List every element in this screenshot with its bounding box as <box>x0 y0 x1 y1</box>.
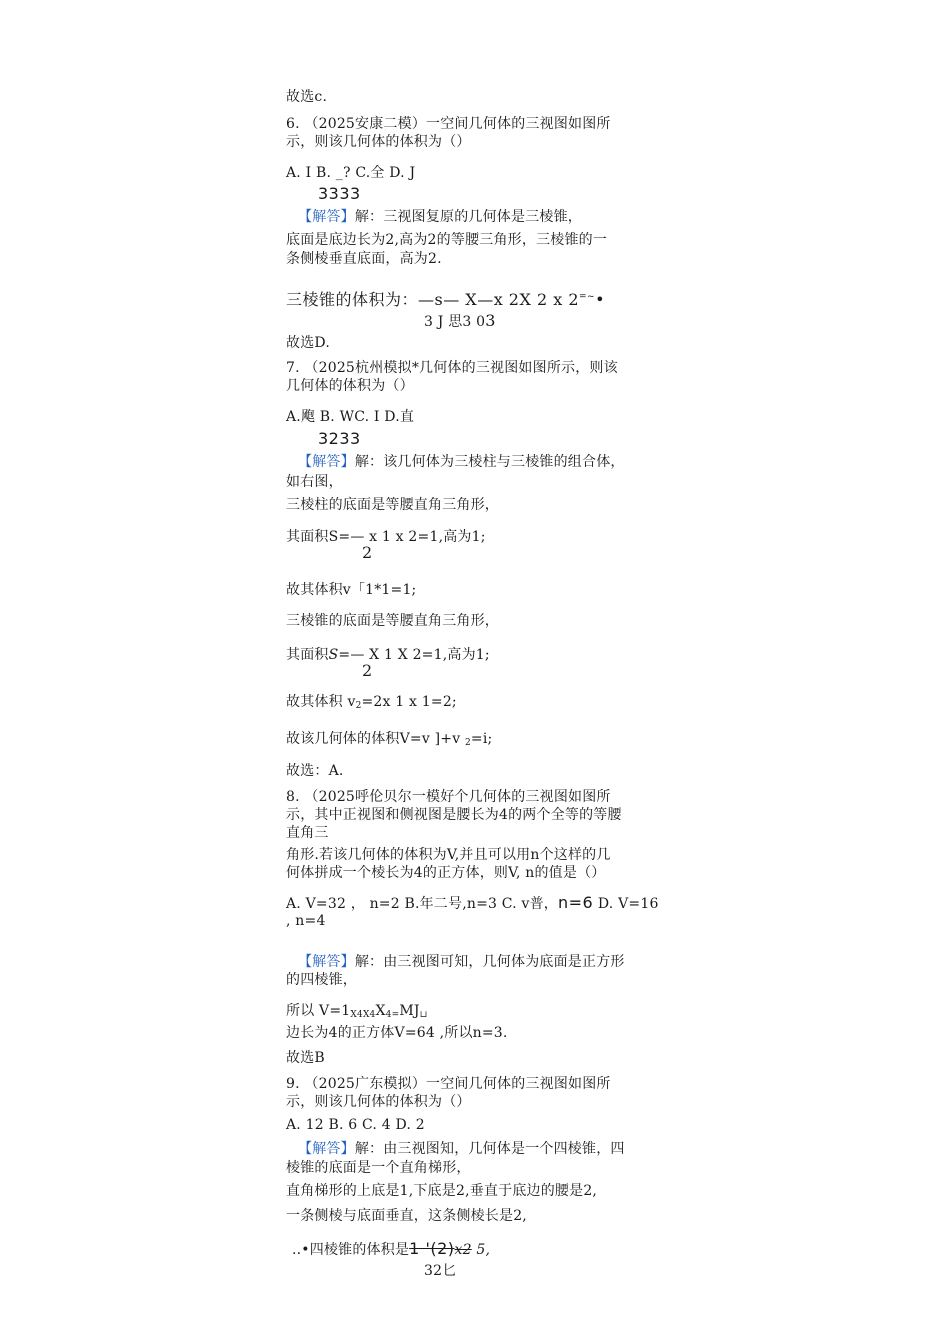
question-9-line: 9. （2025广东模拟）一空间几何体的三视图如图所 <box>286 1076 611 1092</box>
answer-tag: 【解答】 <box>298 454 355 470</box>
formula-denominator-text: 3 J 思3 0 <box>424 314 486 330</box>
formula-subscript: 2 <box>464 738 471 748</box>
text-line: 直角梯形的上底是1,下底是2,垂直于底边的腰是2, <box>286 1183 598 1199</box>
options-line: A. I B. _? C.全 D. J <box>286 165 416 181</box>
question-8-line: 8. （2025呼伦贝尔一模好个几何体的三视图如图所 <box>286 789 611 805</box>
formula-text: 三棱锥的体积为：—s— X—x 2X 2 x 2 <box>286 290 580 309</box>
formula-denominators <box>424 312 496 331</box>
formula-text: 故该几何体的体积V=v ]+v <box>286 731 465 747</box>
formula-text: x2 <box>454 1242 472 1258</box>
text-line: 三棱柱的底面是等腰直角三角形， <box>286 497 499 513</box>
formula-subscript: ⊔ <box>419 1010 428 1020</box>
formula-line <box>286 693 457 715</box>
text-line: 直角三 <box>286 825 329 841</box>
formula-subscript: X4X4 <box>350 1010 376 1020</box>
text-line: 故选B <box>286 1050 325 1066</box>
formula-line: 其面积S=— x 1 x 2=1,高为1; <box>286 529 486 545</box>
answer-text: 解：由三视图知，几何体是一个四棱锥，四 <box>354 1141 625 1157</box>
answer-line <box>298 208 582 226</box>
options-line: A. 12 B. 6 C. 4 D. 2 <box>286 1117 425 1133</box>
formula-text: 所以 V=1 <box>286 1003 351 1019</box>
text-line: 故选：A. <box>286 763 344 779</box>
formula-denominator: 32匕 <box>424 1263 457 1279</box>
fraction-denominators: 3233 <box>318 429 361 448</box>
text-line: 示，则该几何体的体积为（） <box>286 1094 471 1110</box>
formula-fraction: 1 '(2) <box>409 1239 455 1258</box>
text-line: 故其体积v「1*1=1; <box>286 582 417 598</box>
formula-text: 5, <box>476 1242 491 1258</box>
formula-text: =i; <box>470 731 493 747</box>
text-line: 何体拼成一个棱长为4的正方体，则V, n的值是（） <box>286 865 606 881</box>
answer-tag: 【解答】 <box>298 954 355 970</box>
answer-text: 解：三视图复原的几何体是三棱锥， <box>354 209 583 225</box>
formula-text: ..•四棱锥的体积是 <box>292 1242 410 1258</box>
formula-text: =— X 1 X 2=1,高为1; <box>338 647 490 663</box>
answer-line <box>298 1140 625 1158</box>
text-line: 棱锥的底面是一个直角梯形， <box>286 1160 471 1176</box>
options-line: A.飑 B. WC. I D.直 <box>286 409 415 425</box>
text-line: 故选c. <box>286 89 328 105</box>
text-line: 示，则该几何体的体积为（） <box>286 134 471 150</box>
options-text: A. V=32 ， n=2 B.年二号,n=3 C. v普， <box>286 896 558 912</box>
formula-denominator-digit: 3 <box>485 311 496 330</box>
formula-subscript: 2 <box>355 701 362 711</box>
text-line: 三棱锥的底面是等腰直角三角形， <box>286 613 499 629</box>
text-line: 条侧棱垂直底面，高为2. <box>286 251 442 267</box>
formula-line <box>286 288 605 309</box>
text-line: 角形.若该几何体的体积为V,并且可以用n个这样的几 <box>286 847 611 863</box>
text-line: 如右图， <box>286 474 343 490</box>
options-text: D. V=16 <box>593 896 659 912</box>
formula-line <box>292 1240 490 1259</box>
formula-subscript: 4= <box>385 1010 400 1020</box>
question-7-line: 7. （2025杭州模拟*几何体的三视图如图所示，则该 <box>286 360 618 376</box>
answer-tag: 【解答】 <box>298 209 355 225</box>
answer-line <box>298 953 625 971</box>
formula-superscript: =~ <box>579 292 596 302</box>
formula-denominator: 2 <box>362 661 373 680</box>
formula-text: =2x 1 x 1=2; <box>361 694 457 710</box>
text-line: 边长为4的正方体V=64 ,所以n=3. <box>286 1025 508 1041</box>
formula-line <box>286 1002 427 1024</box>
formula-line <box>286 646 490 664</box>
formula-symbol: S <box>328 647 339 663</box>
formula-text: 故其体积 v <box>286 694 356 710</box>
question-6-line: 6. （2025安康二模）一空间几何体的三视图如图所 <box>286 116 611 132</box>
fraction-denominators: 3333 <box>318 184 361 203</box>
text-line: 示，其中正视图和侧视图是腰长为4的两个全等的等腰 <box>286 807 622 823</box>
formula-line <box>286 730 492 752</box>
answer-tag: 【解答】 <box>298 1141 355 1157</box>
answer-text: 解：该几何体为三棱柱与三棱锥的组合体， <box>354 454 625 470</box>
text-line: 几何体的体积为（） <box>286 378 414 394</box>
formula-text: 其面积 <box>286 647 329 663</box>
options-line: , n=4 <box>286 913 326 929</box>
formula-denominator: 2 <box>362 543 373 562</box>
text-line: 故选D. <box>286 335 330 351</box>
formula-text: X <box>375 1003 386 1019</box>
text-line: 底面是底边长为2,高为2的等腰三角形，三棱锥的一 <box>286 232 608 248</box>
text-line: 的四棱锥， <box>286 972 357 988</box>
answer-text: 解：由三视图可知，几何体为底面是正方形 <box>354 954 625 970</box>
answer-line <box>298 453 625 471</box>
options-line <box>286 894 659 913</box>
text-line: 一条侧棱与底面垂直，这条侧棱长是2, <box>286 1208 527 1224</box>
formula-text: MJ <box>399 1003 420 1019</box>
formula-dot: • <box>595 290 606 309</box>
options-emphasis: n=6 <box>558 893 594 912</box>
